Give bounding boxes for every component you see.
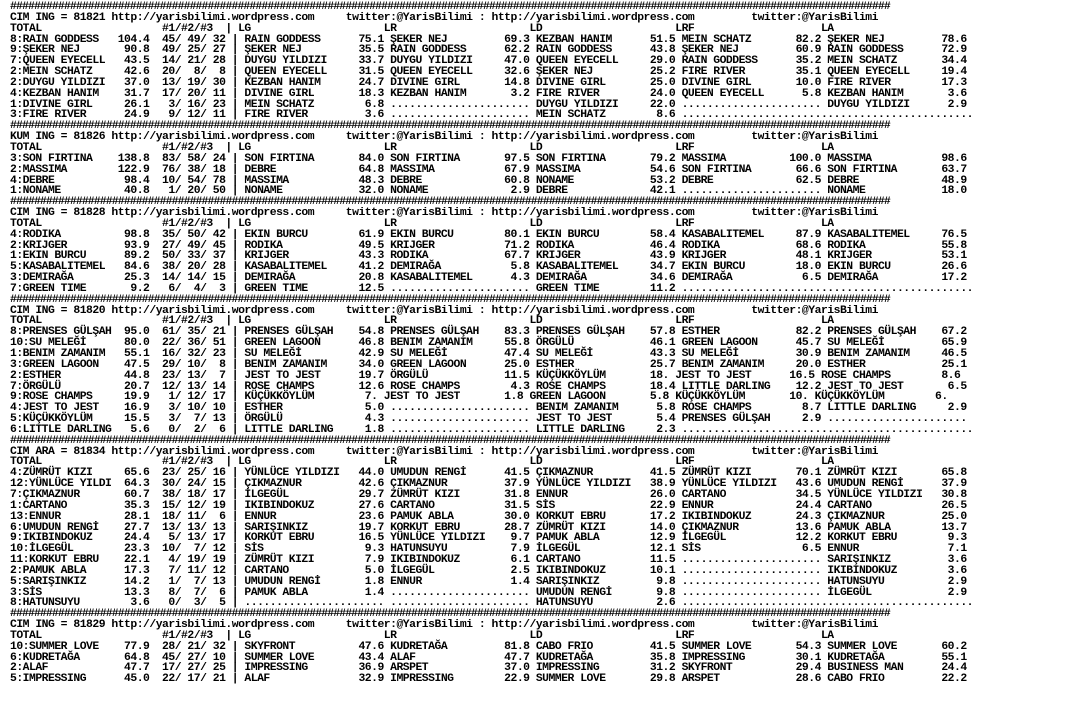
race-header-line: CIM ING = 81828 http://yarisbilimi.wordpress.com twitter:@YarisBilimi : http://yarisbilimi.wordpress.com twitter:@YarisBilimi — [10, 207, 878, 220]
table-row: 2:PAMUK ABLA 17.3 7/ 11/ 12 | CARTANO 5.0 İLGEGÜL 2.5 IKIBINDOKUZ 10.1 ...................... IKIBINDOKUZ 3.6 — [10, 564, 967, 577]
table-row: 5:SARIŞINKIZ 14.2 1/ 7/ 13 | UMUDUN RENGİ 1.8 ENNUR 1.4 SARIŞINKIZ 9.8 ...................... HATUNSUYU 2.9 — [10, 575, 967, 588]
race-header-line: CIM ING = 81829 http://yarisbilimi.wordpress.com twitter:@YarisBilimi : http://yarisbilimi.wordpress.com twitter:@YarisBilimi — [10, 619, 878, 632]
table-row: 13:ENNUR 28.1 18/ 11/ 6 | ENNUR 23.6 PAMUK ABLA 30.0 KORKUT EBRU 17.2 IKIBINDOKUZ 24.3 ÇIKMAZNUR 25.0 — [10, 510, 967, 523]
table-row: 9:ŞEKER NEJ 90.8 49/ 25/ 27 | ŞEKER NEJ 35.5 RAIN GODDESS 62.2 RAIN GODDESS 43.8 ŞEKER NEJ 60.9 RAIN GODDESS 72.9 — [10, 44, 967, 57]
table-row: 11:KORKUT EBRU 22.1 4/ 19/ 19 | ZÜMRÜT KIZI 7.9 IKIBINDOKUZ 6.1 CARTANO 11.5 ...................... SARIŞINKIZ 3.6 — [10, 554, 967, 567]
column-header-line: TOTAL #1/#2/#3 | LG LR LD LRF LA — [10, 217, 834, 230]
table-row: 6:UMUDUN RENGİ 27.7 13/ 13/ 13 | SARIŞINKIZ 19.7 KORKUT EBRU 28.7 ZÜMRÜT KIZI 14.0 ÇIKMAZNUR 13.6 PAMUK ABLA 13.7 — [10, 521, 967, 534]
table-row: 4:JEST TO JEST 16.9 3/ 10/ 10 | ESTHER 5.0 ...................... BENIM ZAMANIM 5.8 ROSE CHAMPS 8.7 LITTLE DARLING 2.9 — [10, 402, 967, 415]
table-row: 3:SON FIRTINA 138.8 83/ 58/ 24 | SON FIRTINA 84.0 SON FIRTINA 97.5 SON FIRTINA 79.2 MASSIMA 100.0 MASSIMA 98.6 — [10, 152, 967, 165]
table-row: 5:KASABALITEMEL 84.6 38/ 20/ 28 | KASABALITEMEL 41.2 DEMIRAĞA 5.8 KASABALITEMEL 34.7 EKIN BURCU 18.0 EKIN BURCU 26.6 — [10, 261, 967, 274]
table-row: 9:ROSE CHAMPS 19.9 1/ 12/ 17 | KÜÇÜKKÖYLÜM 7. JEST TO JEST 1.8 GREEN LAGOON 5.8 KÜÇÜKKÖYLÜM 10. KÜÇÜKKÖYLÜM 6. — [10, 391, 948, 404]
table-row: 8:PRENSES GÜLŞAH 95.0 61/ 35/ 21 | PRENSES GÜLŞAH 54.8 PRENSES GÜLŞAH 83.3 PRENSES GÜLŞAH 57.8 ESTHER 82.2 PRENSES GÜLŞAH 67.2 — [10, 326, 967, 339]
column-header-line: TOTAL #1/#2/#3 | LG LR LD LRF LA — [10, 315, 834, 328]
table-row: 3:DEMIRAĞA 25.3 14/ 14/ 15 | DEMIRAĞA 20.8 KASABALITEMEL 4.3 DEMIRAĞA 34.6 DEMIRAĞA 6.5 DEMIRAĞA 17.2 — [10, 272, 967, 285]
table-row: 4:KEZBAN HANIM 31.7 17/ 20/ 11 | DIVINE GIRL 18.3 KEZBAN HANIM 3.2 FIRE RIVER 24.0 QUEEN EYECELL 5.8 KEZBAN HANIM 3.6 — [10, 87, 967, 100]
table-row: 2:ALAF 47.7 17/ 27/ 25 | IMPRESSING 36.9 ARSPET 37.0 IMPRESSING 31.2 SKYFRONT 29.4 BUSINESS MAN 24.4 — [10, 662, 967, 675]
table-row: 3:FIRE RIVER 24.9 9/ 12/ 11 | FIRE RIVER 3.6 ...................... MEIN SCHATZ 8.6 .............................................. — [10, 109, 973, 122]
table-row: 3:SİS 13.3 8/ 7/ 6 | PAMUK ABLA 1.4 ...................... UMUDUN RENGİ 9.8 ...................... İLGEGÜL 2.9 — [10, 586, 967, 599]
table-row: 1:CARTANO 35.3 15/ 12/ 19 | IKIBINDOKUZ 27.6 CARTANO 31.5 SİS 22.9 ENNUR 24.4 CARTANO 26.5 — [10, 499, 967, 512]
table-row: 2:MEIN SCHATZ 42.6 20/ 8/ 8 | QUEEN EYECELL 31.5 QUEEN EYECELL 32.6 ŞEKER NEJ 25.2 FIRE RIVER 35.1 QUEEN EYECELL 19.4 — [10, 66, 967, 79]
table-row: 1:BENIM ZAMANIM 55.1 16/ 32/ 23 | SU MELEĞİ 42.9 SU MELEĞİ 47.4 SU MELEĞİ 43.3 SU MELEĞİ 30.9 BENIM ZAMANIM 46.5 — [10, 348, 967, 360]
table-row: 5:IMPRESSING 45.0 22/ 17/ 21 | ALAF 32.9 IMPRESSING 22.9 SUMMER LOVE 29.8 ARSPET 28.6 CABO FRIO 22.2 — [10, 673, 967, 686]
separator-line: ################################################################################################################################################### — [10, 293, 890, 306]
table-row: 8:HATUNSUYU 3.6 0/ 3/ 5 | ...................... ...................... HATUNSUYU 2.6 .............................................. — [10, 597, 973, 610]
table-row: 4:RODIKA 98.8 35/ 50/ 42 | EKIN BURCU 61.9 EKIN BURCU 80.1 EKIN BURCU 58.4 KASABALITEMEL 87.9 KASABALITEMEL 76.5 — [10, 228, 967, 241]
table-row: 4:ZÜMRÜT KIZI 65.6 23/ 25/ 16 | YÜNLÜCE YILDIZI 44.0 UMUDUN RENGİ 41.5 ÇIKMAZNUR 41.5 ZÜMRÜT KIZI 70.1 ZÜMRÜT KIZI 65.8 — [10, 467, 967, 480]
table-row: 4:DEBRE 98.4 10/ 54/ 78 | MASSIMA 48.3 DEBRE 60.8 NONAME 53.2 DEBRE 62.5 DEBRE 48.9 — [10, 174, 967, 187]
table-row: 8:RAIN GODDESS 104.4 45/ 49/ 32 | RAIN GODDESS 75.1 ŞEKER NEJ 69.3 KEZBAN HANIM 51.5 MEIN SCHATZ 82.2 ŞEKER NEJ 78.6 — [10, 33, 967, 46]
column-header-line: TOTAL #1/#2/#3 | LG LR LD LRF LA — [10, 629, 834, 642]
race-header-line: CIM ARA = 81834 http://yarisbilimi.wordpress.com twitter:@YarisBilimi : http://yarisbilimi.wordpress.com twitter:@YarisBilimi — [10, 445, 878, 458]
table-row: 7:QUEEN EYECELL 43.5 14/ 21/ 28 | DUYGU YILDIZI 33.7 DUYGU YILDIZI 47.0 QUEEN EYECELL 29.0 RAIN GODDESS 35.2 MEIN SCHATZ 34.4 — [10, 55, 967, 68]
separator-line: ################################################################################################################################################### — [10, 434, 890, 447]
table-row: 10:SU MELEĞİ 80.0 22/ 36/ 51 | GREEN LAGOON 46.8 BENIM ZAMANIM 55.8 ÖRGÜLÜ 46.1 GREEN LAGOON 45.7 SU MELEĞİ 65.9 — [10, 337, 967, 350]
table-row: 12:YÜNLÜCE YILDI 64.3 30/ 24/ 15 | ÇIKMAZNUR 42.6 ÇIKMAZNUR 37.9 YÜNLÜCE YILDIZI 38.9 YÜNLÜCE YILDIZI 43.6 UMUDUN RENGİ 37.9 — [10, 478, 967, 491]
table-row: 6:KUDRETAĞA 64.8 45/ 27/ 10 | SUMMER LOVE 43.4 ALAF 47.7 KUDRETAĞA 35.8 IMPRESSING 30.1 KUDRETAĞA 55.1 — [10, 651, 967, 664]
table-row: 7:ÖRGÜLÜ 20.7 12/ 13/ 14 | ROSE CHAMPS 12.6 ROSE CHAMPS 4.3 ROSE CHAMPS 18.4 LITTLE DARLING 12.2 JEST TO JEST 6.5 — [10, 380, 967, 393]
table-row: 7:ÇIKMAZNUR 60.7 38/ 18/ 17 | İLGEGÜL 29.7 ZÜMRÜT KIZI 31.8 ENNUR 26.0 CARTANO 34.5 YÜNLÜCE YILDIZI 30.8 — [10, 488, 967, 501]
table-row: 2:KRIJGER 93.9 27/ 49/ 45 | RODIKA 49.5 KRIJGER 71.2 RODIKA 46.4 RODIKA 68.6 RODIKA 55.8 — [10, 239, 967, 252]
separator-line: ################################################################################################################################################### — [10, 196, 890, 209]
table-row: 2:DUYGU YILDIZI 37.0 13/ 19/ 30 | KEZBAN HANIM 24.7 DIVINE GIRL 14.8 DIVINE GIRL 25.0 DIVINE GIRL 10.0 FIRE RIVER 17.3 — [10, 76, 967, 89]
table-row: 5:KÜÇÜKKÖYLÜM 15.5 3/ 7/ 13 | ÖRGÜLÜ 4.3 ...................... JEST TO JEST 5.4 PRENSES GÜLŞAH 2.9 ...................... — [10, 413, 967, 426]
table-row: 7:GREEN TIME 9.2 6/ 4/ 3 | GREEN TIME 12.5 ...................... GREEN TIME 11.2 .............................................. — [10, 282, 973, 295]
table-row: 1:NONAME 40.8 1/ 20/ 50 | NONAME 32.0 NONAME 2.9 DEBRE 42.1 ...................... NONAME 18.0 — [10, 185, 967, 198]
table-row: 10:İLGEGÜL 23.3 10/ 7/ 12 | SİS 9.3 HATUNSUYU 7.9 İLGEGÜL 12.1 SİS 6.5 ENNUR 7.1 — [10, 543, 967, 556]
column-header-line: TOTAL #1/#2/#3 | LG LR LD LRF LA — [10, 141, 834, 154]
table-row: 1:DIVINE GIRL 26.1 3/ 16/ 23 | MEIN SCHATZ 6.8 ...................... DUYGU YILDIZI 22.0 ...................... DUYGU YILDIZI 2.9 — [10, 98, 967, 111]
table-row: 1:EKIN BURCU 89.2 50/ 33/ 37 | KRIJGER 43.3 RODIKA 67.7 KRIJGER 43.9 KRIJGER 48.1 KRIJGER 53.1 — [10, 250, 967, 263]
race-header-line: KUM ING = 81826 http://yarisbilimi.wordpress.com twitter:@YarisBilimi : http://yarisbilimi.wordpress.com twitter:@YarisBilimi — [10, 131, 878, 144]
table-row: 10:SUMMER LOVE 77.9 28/ 21/ 32 | SKYFRONT 47.6 KUDRETAĞA 81.8 CABO FRIO 41.5 SUMMER LOVE 54.3 SUMMER LOVE 60.2 — [10, 640, 967, 653]
table-row: 9:IKIBINDOKUZ 24.4 5/ 13/ 17 | KORKUT EBRU 16.5 YÜNLÜCE YILDIZI 9.7 PAMUK ABLA 12.9 İLGEGÜL 12.2 KORKUT EBRU 9.3 — [10, 532, 967, 545]
column-header-line: TOTAL #1/#2/#3 | LG LR LD LRF LA — [10, 456, 834, 469]
table-row: 3:GREEN LAGOON 47.5 29/ 10/ 8 | BENIM ZAMANIM 34.0 GREEN LAGOON 25.0 ESTHER 25.7 BENIM ZAMANIM 20.0 ESTHER 25.1 — [10, 358, 967, 371]
table-row: 2:MASSIMA 122.9 76/ 38/ 18 | DEBRE 64.8 MASSIMA 67.9 MASSIMA 54.6 SON FIRTINA 66.6 SON FIRTINA 63.7 — [10, 163, 967, 176]
table-row: 6:LITTLE DARLING 5.6 0/ 2/ 6 | LITTLE DARLING 1.8 ...................... LITTLE DARLING 2.3 .............................................. — [10, 423, 973, 436]
race-header-line: CIM ING = 81820 http://yarisbilimi.wordpress.com twitter:@YarisBilimi : http://yarisbilimi.wordpress.com twitter:@YarisBilimi — [10, 304, 878, 317]
column-header-line: TOTAL #1/#2/#3 | LG LR LD LRF LA — [10, 22, 834, 35]
separator-line: ################################################################################################################################################### — [10, 1, 890, 13]
separator-line: ################################################################################################################################################### — [10, 608, 890, 621]
separator-line: ################################################################################################################################################### — [10, 120, 890, 133]
table-row: 2:ESTHER 44.8 23/ 13/ 7 | JEST TO JEST 19.7 ÖRGÜLÜ 11.5 KÜÇÜKKÖYLÜM 18. JEST TO JEST 16.5 ROSE CHAMPS 8.6 — [10, 369, 961, 382]
race-header-line: CIM ING = 81821 http://yarisbilimi.wordpress.com twitter:@YarisBilimi : http://yarisbilimi.wordpress.com twitter:@YarisBilimi — [10, 11, 878, 24]
